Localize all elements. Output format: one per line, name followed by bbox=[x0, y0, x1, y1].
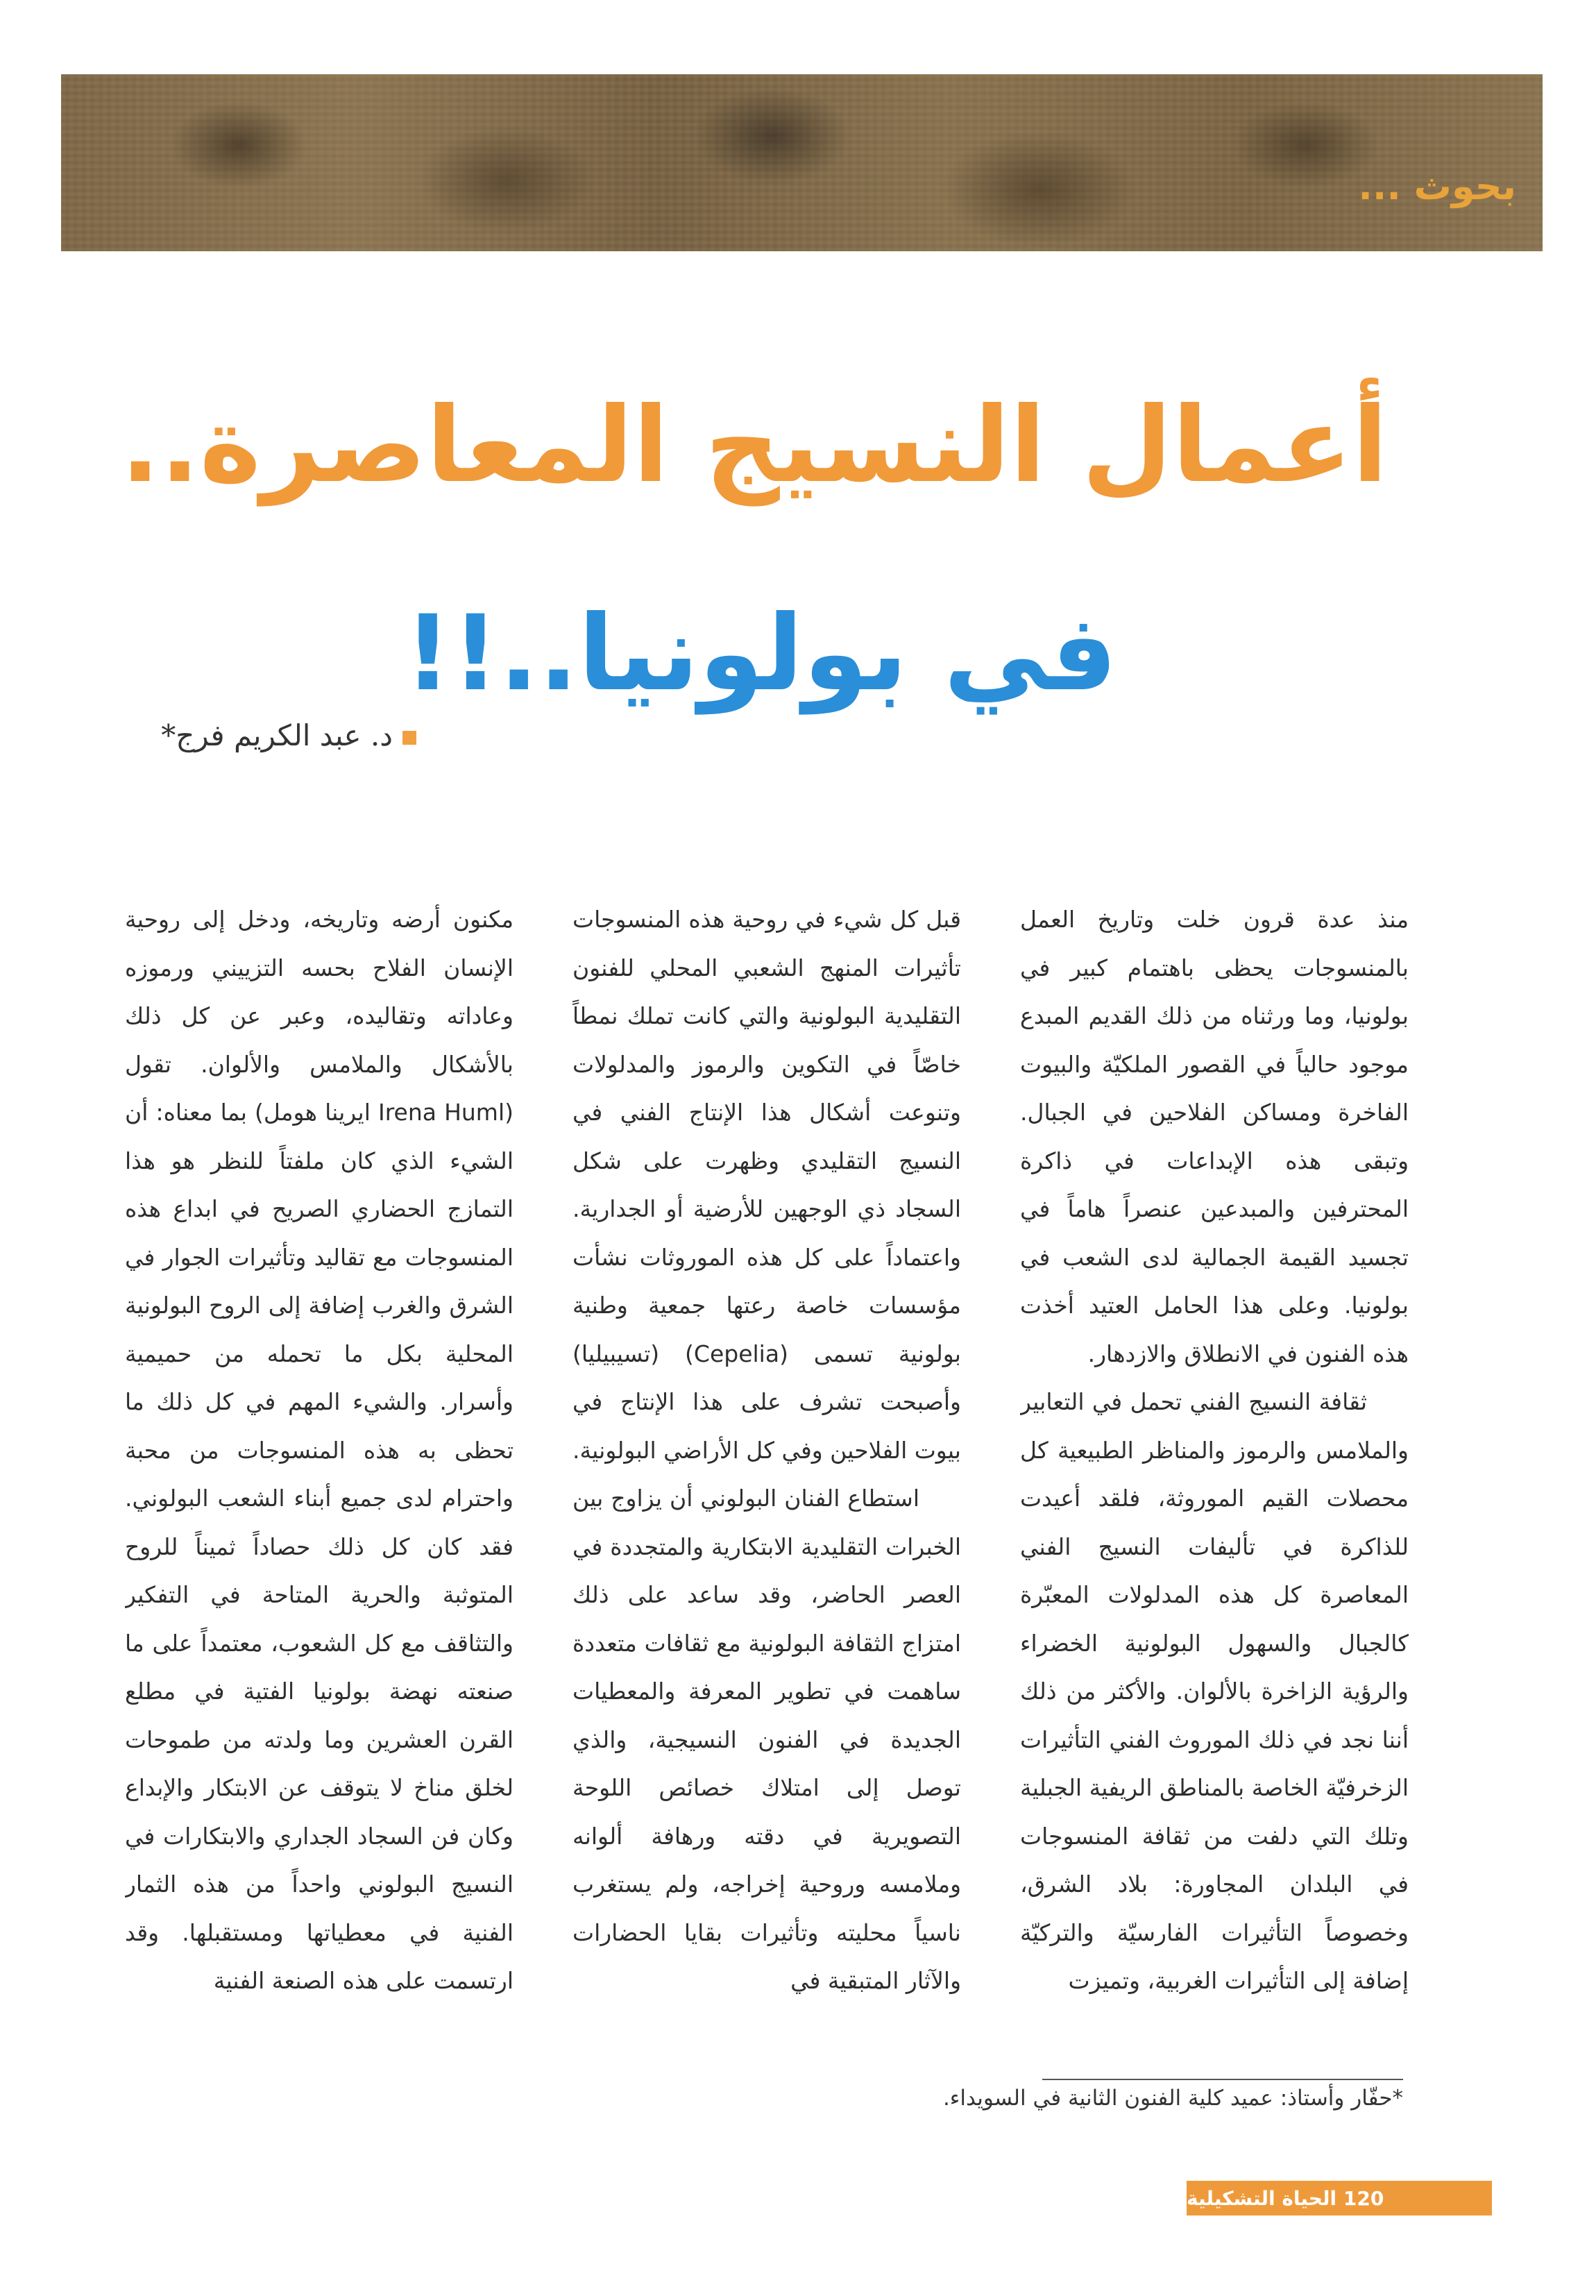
text-column-3 bbox=[125, 895, 513, 2054]
paragraph: استطاع الفنان البولوني أن يزاوج بين الخبرات التقليدية الابتكارية والمتجددة في العصر الحاضر، وقد ساعد على ذلك امتزاج الثقافة البولونية مع ثقافات متعددة ساهمت في تطوير المعرفة والمعطيات الجديدة في الفنون النسيجية، والذي توصل إلى امتلاك خصائص اللوحة التصويرية في دقته ورهافة ألوانه وملامسه وروحية إخراجه، ولم يستغرب ناسياً محليته وتأثيرات بقايا الحضارات والآثار المتبقية في bbox=[572, 1485, 961, 1994]
section-tag-dots: ... bbox=[1358, 164, 1401, 208]
text-column-1 bbox=[1020, 895, 1409, 2054]
paragraph: مكنون أرضه وتاريخه، ودخل إلى روحية الإنسان الفلاح بحسه التزييني ورموزه وعاداته وتقاليده، وعبر عن كل ذلك بالأشكال والملامس والألوان. تقول (Irena Huml ايرينا هومل) بما معناه: أن الشيء الذي كان ملفتاً للنظر هو هذا التمازج الحضاري الصريح في ابداع هذه المنسوجات مع تقاليد وتأثيرات الجوار في الشرق والغرب إضافة إلى الروح البولونية المحلية بكل ما تحمله من حميمية وأسرار. والشيء المهم في كل ذلك ما تحظى به هذه المنسوجات من محبة واحترام لدى جميع أبناء الشعب البولوني. فقد كان كل ذلك حصاداً ثميناً للروح المتوثبة والحرية المتاحة في التفكير والتثاقف مع كل الشعوب، معتمداً على ما صنعته نهضة بولونيا الفتية في مطلع القرن العشرين وما ولدته من طموحات لخلق مناخ لا يتوقف عن الابتكار والإبداع وكان فن السجاد الجداري والابتكارات في النسيج البولوني واحداً من هذه الثمار الفنية في معطياتها ومستقبلها. وقد ارتسمت على هذه الصنعة الفنية bbox=[125, 906, 513, 1994]
footnote-divider bbox=[1042, 2079, 1403, 2080]
paragraph: ثقافة النسيج الفني تحمل في التعابير والملامس والرموز والمناظر الطبيعية كل محصلات القيم الموروثة، فلقد أعيدت للذاكرة في تأليفات النسيج الفني المعاصرة كل هذه المدلولات المعبّرة كالجبال والسهول البولونية الخضراء والرؤية الزاخرة بالألوان. والأكثر من ذلك أننا نجد في ذلك الموروث الفني التأثيرات الزخرفيّة الخاصة بالمناطق الريفية الجبلية وتلك التي دلفت من ثقافة المنسوجات في البلدان المجاورة: بلاد الشرق، وخصوصاً التأثيرات الفارسيّة والتركيّة إضافة إلى التأثيرات الغربية، وتميزت bbox=[1020, 1388, 1409, 1994]
header-banner-image bbox=[61, 74, 1543, 251]
page-number-label: 120 الحياة التشكيلية bbox=[1187, 2186, 1384, 2210]
article-title-line2: في بولونيا..!! bbox=[404, 593, 1117, 714]
section-tag bbox=[1358, 164, 1516, 208]
footnote: *حفّار وأستاذ: عميد كلية الفنون الثانية في السويداء. bbox=[942, 2086, 1403, 2111]
section-tag-label: بحوث bbox=[1414, 164, 1516, 208]
paragraph: منذ عدة قرون خلت وتاريخ العمل بالمنسوجات يحظى باهتمام كبير في بولونيا، وما ورثناه من ذلك القديم المبدع موجود حالياً في القصور الملكيّة والبيوت الفاخرة ومساكن الفلاحين في الجبال. وتبقى هذه الإبداعات في ذاكرة المحترفين والمبدعين عنصراً هاماً في تجسيد القيمة الجمالية لدى الشعب في بولونيا. وعلى هذا الحامل العتيد أخذت هذه الفنون في الانطلاق والازدهار. bbox=[1020, 906, 1409, 1367]
page-footer-bar bbox=[1187, 2181, 1492, 2215]
article-title-line1: أعمال النسيج المعاصرة.. bbox=[120, 385, 1388, 506]
text-column-2 bbox=[572, 895, 961, 2054]
paragraph: قبل كل شيء في روحية هذه المنسوجات تأثيرات المنهج الشعبي المحلي للفنون التقليدية البولونية والتي كانت تملك نمطاً خاصّاً في التكوين والرموز والمدلولات وتنوعت أشكال هذا الإنتاج الفني في النسيج التقليدي وظهرت على شكل السجاد ذي الوجهين للأرضية أو الجدارية. واعتماداً على كل هذه الموروثات نشأت مؤسسات خاصة رعتها جمعية وطنية بولونية تسمى (Cepelia) (تسيبيليا) وأصبحت تشرف على هذا الإنتاج في بيوت الفلاحين وفي كل الأراضي البولونية. bbox=[572, 906, 961, 1464]
author-byline bbox=[161, 718, 416, 752]
author-name: د. عبد الكريم فرج* bbox=[161, 718, 393, 752]
bullet-square-icon bbox=[402, 731, 416, 745]
